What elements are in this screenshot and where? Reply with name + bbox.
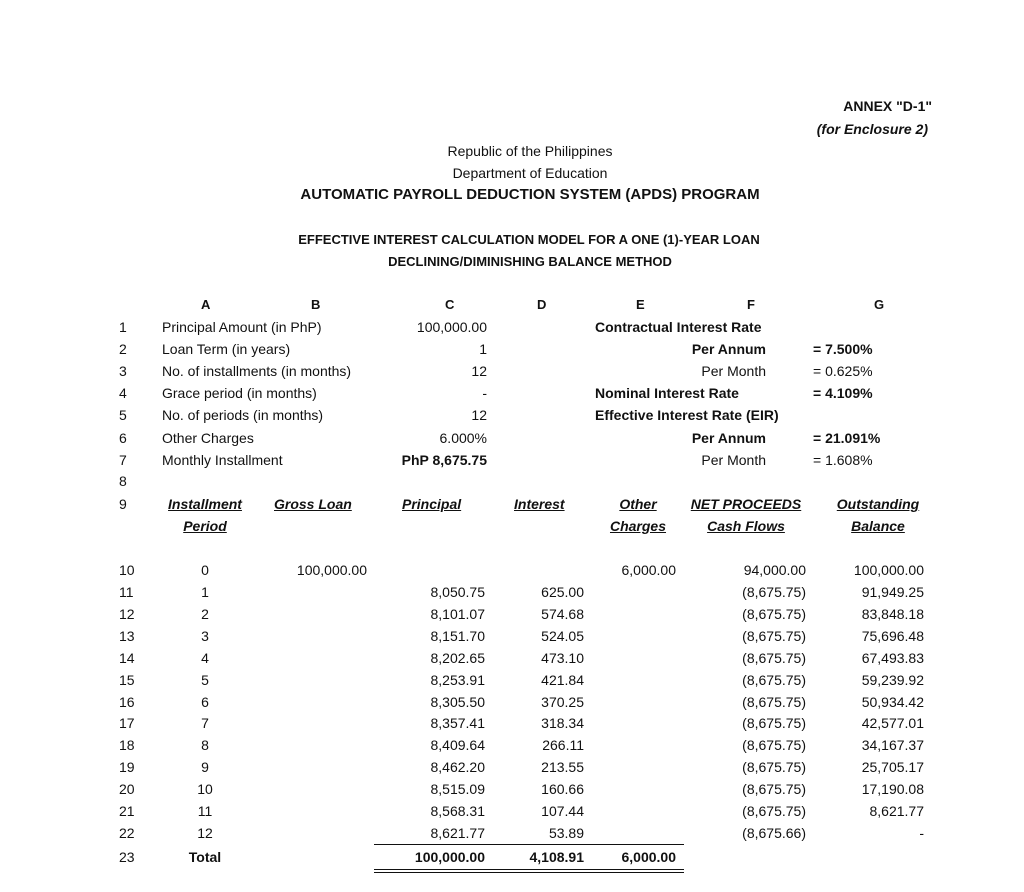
row-number: 3 xyxy=(119,363,127,379)
row-number: 15 xyxy=(119,672,135,688)
annex-subtitle: (for Enclosure 2) xyxy=(816,121,928,137)
rate-label: Effective Interest Rate (EIR) xyxy=(595,407,779,423)
row-number: 6 xyxy=(119,430,127,446)
cell-principal: 8,101.07 xyxy=(430,606,485,622)
row-number: 20 xyxy=(119,781,135,797)
row-number: 22 xyxy=(119,825,135,841)
param-label: Principal Amount (in PhP) xyxy=(162,319,322,335)
param-label: No. of installments (in months) xyxy=(162,363,352,379)
header-charges: Charges xyxy=(609,518,667,534)
row-number: 21 xyxy=(119,803,135,819)
rate-label: Per Annum xyxy=(691,430,766,446)
rate-label: Nominal Interest Rate xyxy=(595,385,739,401)
rate-value: = 7.500% xyxy=(813,341,873,357)
header-model-title: EFFECTIVE INTEREST CALCULATION MODEL FOR A ONE (1)-YEAR LOAN xyxy=(298,232,760,247)
cell-interest: 53.89 xyxy=(548,825,584,841)
total-rule xyxy=(374,844,684,845)
double-rule-top xyxy=(374,869,684,870)
row-number: 19 xyxy=(119,759,135,775)
rate-value: = 0.625% xyxy=(813,363,873,379)
row-number: 17 xyxy=(119,715,135,731)
rate-value: = 1.608% xyxy=(813,452,873,468)
row-number: 18 xyxy=(119,737,135,753)
rate-value: = 21.091% xyxy=(813,430,881,446)
param-value: 12 xyxy=(471,363,487,379)
cell-interest: 370.25 xyxy=(541,694,584,710)
row-number: 2 xyxy=(119,341,127,357)
header-method: DECLINING/DIMINISHING BALANCE METHOD xyxy=(388,254,672,269)
header-principal: Principal xyxy=(402,496,462,512)
cell-interest: 318.34 xyxy=(541,715,584,731)
double-rule-bottom xyxy=(374,872,684,873)
cell-principal: 8,409.64 xyxy=(430,737,485,753)
cell-outstanding-balance: 83,848.18 xyxy=(861,606,924,622)
row-number: 7 xyxy=(119,452,127,468)
row-number: 11 xyxy=(119,584,134,600)
cell-net-proceeds: (8,675.75) xyxy=(742,781,806,797)
param-value: 1 xyxy=(479,341,487,357)
param-label: Monthly Installment xyxy=(162,452,283,468)
total-other-charges: 6,000.00 xyxy=(621,849,676,865)
cell-period: 7 xyxy=(201,715,209,731)
cell-outstanding-balance: 34,167.37 xyxy=(861,737,924,753)
cell-net-proceeds: (8,675.75) xyxy=(742,737,806,753)
row-number: 5 xyxy=(119,407,127,423)
cell-outstanding-balance: 59,239.92 xyxy=(861,672,924,688)
cell-net-proceeds: (8,675.75) xyxy=(742,584,806,600)
row-number: 12 xyxy=(119,606,135,622)
cell-period: 5 xyxy=(201,672,209,688)
header-other: Other xyxy=(619,496,657,512)
header-gross-loan: Gross Loan xyxy=(274,496,352,512)
row-number: 14 xyxy=(119,650,135,666)
cell-period: 3 xyxy=(201,628,209,644)
total-principal: 100,000.00 xyxy=(414,849,485,865)
header-balance: Balance xyxy=(851,518,905,534)
header-outstanding: Outstanding xyxy=(836,496,920,512)
cell-interest: 160.66 xyxy=(541,781,584,797)
cell-net-proceeds: (8,675.75) xyxy=(742,672,806,688)
cell-outstanding-balance: 100,000.00 xyxy=(853,562,924,578)
column-letter-g: G xyxy=(874,297,885,312)
cell-interest: 213.55 xyxy=(541,759,584,775)
param-label: Grace period (in months) xyxy=(162,385,317,401)
column-letter-d: D xyxy=(537,297,547,312)
cell-net-proceeds: (8,675.75) xyxy=(742,694,806,710)
cell-interest: 524.05 xyxy=(541,628,584,644)
cell-outstanding-balance: 67,493.83 xyxy=(861,650,924,666)
cell-outstanding-balance: 8,621.77 xyxy=(869,803,924,819)
column-letter-b: B xyxy=(311,297,321,312)
total-interest: 4,108.91 xyxy=(529,849,584,865)
cell-period: 10 xyxy=(197,781,213,797)
param-label: No. of periods (in months) xyxy=(162,407,324,423)
header-program: AUTOMATIC PAYROLL DEDUCTION SYSTEM (APDS) PROGRAM xyxy=(300,186,760,203)
header-net-proceeds: NET PROCEEDS xyxy=(690,496,802,512)
cell-period: 2 xyxy=(201,606,209,622)
cell-interest: 266.11 xyxy=(542,737,584,753)
cell-period: 4 xyxy=(201,650,209,666)
cell-other-charges: 6,000.00 xyxy=(621,562,676,578)
cell-outstanding-balance: - xyxy=(919,825,924,841)
row-number: 4 xyxy=(119,385,127,401)
cell-period: 12 xyxy=(197,825,213,841)
cell-period: 8 xyxy=(201,737,209,753)
cell-outstanding-balance: 50,934.42 xyxy=(861,694,924,710)
param-value: 100,000.00 xyxy=(416,319,487,335)
row-number: 1 xyxy=(119,319,127,335)
column-letter-c: C xyxy=(445,297,455,312)
cell-principal: 8,357.41 xyxy=(430,715,485,731)
cell-outstanding-balance: 25,705.17 xyxy=(861,759,924,775)
cell-period: 6 xyxy=(201,694,209,710)
param-value: 6.000% xyxy=(439,430,487,446)
header-department: Department of Education xyxy=(452,165,608,181)
cell-principal: 8,621.77 xyxy=(430,825,485,841)
row-number: 13 xyxy=(119,628,135,644)
cell-net-proceeds: (8,675.75) xyxy=(742,759,806,775)
column-letter-e: E xyxy=(636,297,645,312)
row-number: 23 xyxy=(119,849,135,865)
total-label: Total xyxy=(188,849,222,865)
cell-period: 0 xyxy=(201,562,209,578)
rate-label: Per Month xyxy=(701,452,766,468)
cell-interest: 421.84 xyxy=(541,672,584,688)
row-number: 10 xyxy=(119,562,135,578)
cell-principal: 8,202.65 xyxy=(430,650,485,666)
header-cash-flows: Cash Flows xyxy=(707,518,785,534)
param-value: PhP 8,675.75 xyxy=(401,452,487,468)
cell-net-proceeds: (8,675.75) xyxy=(742,715,806,731)
cell-net-proceeds: 94,000.00 xyxy=(743,562,806,578)
cell-outstanding-balance: 42,577.01 xyxy=(861,715,924,731)
row-number: 9 xyxy=(119,496,127,512)
column-letter-f: F xyxy=(747,297,755,312)
cell-net-proceeds: (8,675.75) xyxy=(742,803,806,819)
row-number: 16 xyxy=(119,694,135,710)
cell-principal: 8,151.70 xyxy=(430,628,485,644)
rate-value: = 4.109% xyxy=(813,385,873,401)
cell-period: 11 xyxy=(197,803,213,819)
cell-interest: 574.68 xyxy=(541,606,584,622)
cell-gross-loan: 100,000.00 xyxy=(296,562,367,578)
param-value: - xyxy=(482,385,487,401)
cell-period: 9 xyxy=(201,759,209,775)
header-installment: Installment xyxy=(168,496,242,512)
cell-outstanding-balance: 17,190.08 xyxy=(861,781,924,797)
header-interest: Interest xyxy=(514,496,565,512)
cell-outstanding-balance: 91,949.25 xyxy=(861,584,924,600)
cell-net-proceeds: (8,675.75) xyxy=(742,650,806,666)
cell-interest: 625.00 xyxy=(541,584,584,600)
cell-interest: 107.44 xyxy=(541,803,584,819)
cell-outstanding-balance: 75,696.48 xyxy=(861,628,924,644)
header-period: Period xyxy=(183,518,227,534)
cell-principal: 8,568.31 xyxy=(430,803,485,819)
cell-principal: 8,253.91 xyxy=(430,672,485,688)
column-letter-a: A xyxy=(201,297,211,312)
rate-label: Per Month xyxy=(701,363,766,379)
rate-label: Contractual Interest Rate xyxy=(595,319,762,335)
cell-principal: 8,515.09 xyxy=(430,781,485,797)
annex-title: ANNEX "D-1" xyxy=(843,98,932,114)
param-value: 12 xyxy=(471,407,487,423)
rate-label: Per Annum xyxy=(691,341,766,357)
cell-net-proceeds: (8,675.66) xyxy=(742,825,806,841)
param-label: Other Charges xyxy=(162,430,254,446)
header-republic: Republic of the Philippines xyxy=(447,143,613,159)
cell-principal: 8,462.20 xyxy=(430,759,485,775)
cell-interest: 473.10 xyxy=(541,650,584,666)
cell-net-proceeds: (8,675.75) xyxy=(742,606,806,622)
cell-period: 1 xyxy=(201,584,209,600)
cell-principal: 8,050.75 xyxy=(430,584,485,600)
row-number: 8 xyxy=(119,473,127,489)
cell-principal: 8,305.50 xyxy=(430,694,485,710)
param-label: Loan Term (in years) xyxy=(162,341,291,357)
cell-net-proceeds: (8,675.75) xyxy=(742,628,806,644)
